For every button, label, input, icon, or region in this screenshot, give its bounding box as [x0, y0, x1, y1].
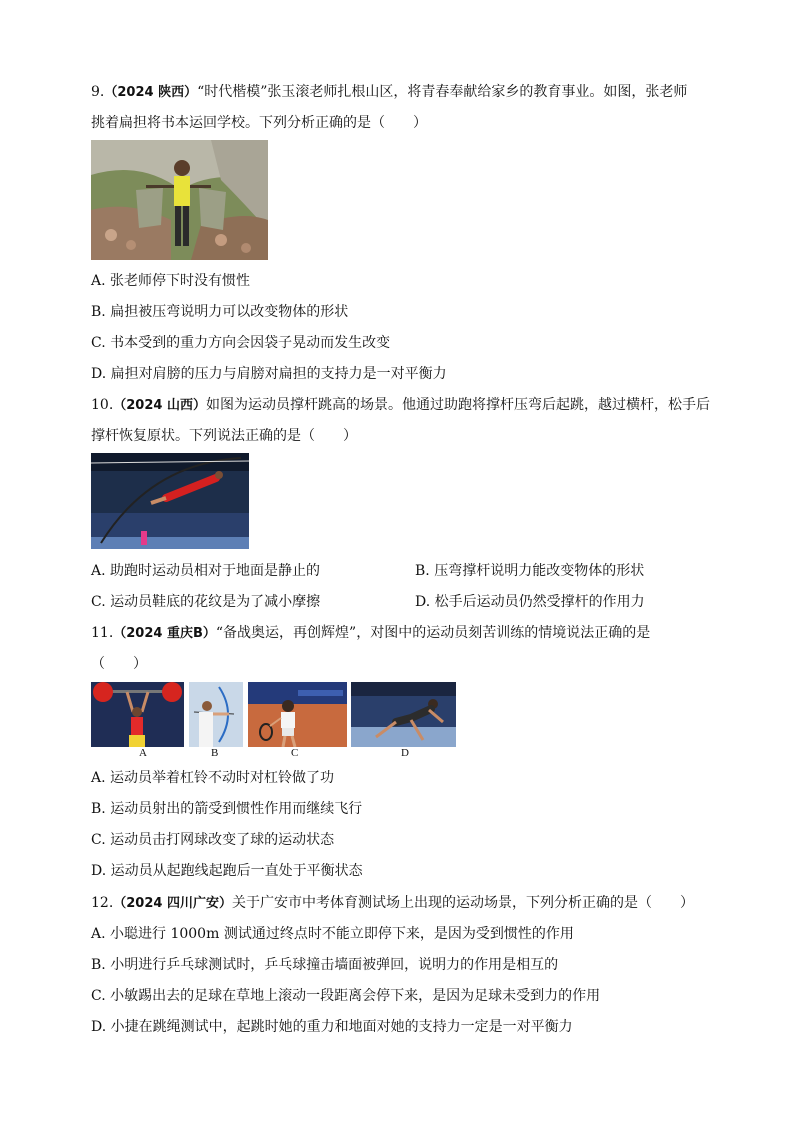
q11-option-c: C. 运动员击打网球改变了球的运动状态 — [91, 832, 335, 848]
q11-option-d: D. 运动员从起跑线起跑后一直处于平衡状态 — [91, 863, 363, 879]
q11-caption-a: A — [139, 747, 147, 759]
q9-source: （2024 陕西） — [104, 85, 198, 100]
q11-photo-d — [351, 682, 456, 747]
q12-option-b: B. 小明进行乒乓球测试时，乒乓球撞击墙面被弹回，说明力的作用是相互的 — [91, 957, 559, 973]
q9-line-1: 9.（2024 陕西）“时代楷模”张玉滚老师扎根山区，将青春奉献给家乡的教育事业。如图，张老师 — [91, 84, 688, 100]
q11-photo-a — [91, 682, 184, 747]
q11-photo-b — [189, 682, 243, 747]
q9-option-b: B. 扁担被压弯说明力可以改变物体的形状 — [91, 304, 349, 320]
q10-option-c: C. 运动员鞋底的花纹是为了减小摩擦 — [91, 594, 321, 610]
q9-option-c: C. 书本受到的重力方向会因袋子晃动而发生改变 — [91, 335, 391, 351]
q10-source: （2024 山西） — [113, 398, 206, 413]
q9-photo — [91, 140, 268, 260]
q9-option-d: D. 扁担对肩膀的压力与肩膀对扁担的支持力是一对平衡力 — [91, 366, 447, 382]
q11-caption-d: D — [401, 747, 409, 759]
q11-photo-c — [248, 682, 347, 747]
q12-option-a: A. 小聪进行 1000m 测试通过终点时不能立即停下来，是因为受到惯性的作用 — [91, 926, 574, 942]
q10-option-d: D. 松手后运动员仍然受撑杆的作用力 — [415, 594, 645, 610]
q11-line-1: 11.（2024 重庆B）“备战奥运，再创辉煌”，对图中的运动员刻苦训练的情境说法正确的是 — [91, 625, 651, 641]
q12-option-d: D. 小捷在跳绳测试中，起跳时她的重力和地面对她的支持力一定是一对平衡力 — [91, 1019, 573, 1035]
q11-source: （2024 重庆B） — [113, 626, 216, 641]
q10-option-a: A. 助跑时运动员相对于地面是静止的 — [91, 563, 321, 579]
q12-line-1: 12.（2024 四川广安）关于广安市中考体育测试场上出现的运动场景，下列分析正确的是（ ） — [91, 895, 694, 911]
q12-option-c: C. 小敏踢出去的足球在草地上滚动一段距离会停下来，是因为足球未受到力的作用 — [91, 988, 601, 1004]
q9-line-2: 挑着扁担将书本运回学校。下列分析正确的是（ ） — [91, 115, 427, 131]
q11-line-2: （ ） — [91, 656, 147, 672]
q11-option-b: B. 运动员射出的箭受到惯性作用而继续飞行 — [91, 801, 363, 817]
q11-caption-b: B — [211, 747, 219, 759]
q10-option-b: B. 压弯撑杆说明力能改变物体的形状 — [415, 563, 645, 579]
q10-photo — [91, 453, 249, 549]
q10-line-2: 撑杆恢复原状。下列说法正确的是（ ） — [91, 428, 357, 444]
q12-source: （2024 四川广安） — [113, 896, 232, 911]
q9-option-a: A. 张老师停下时没有惯性 — [91, 273, 251, 289]
q10-line-1: 10.（2024 山西）如图为运动员撑杆跳高的场景。他通过助跑将撑杆压弯后起跳，越过横杆，松手后 — [91, 397, 710, 413]
q11-option-a: A. 运动员举着杠铃不动时对杠铃做了功 — [91, 770, 335, 786]
q11-caption-c: C — [291, 747, 299, 759]
